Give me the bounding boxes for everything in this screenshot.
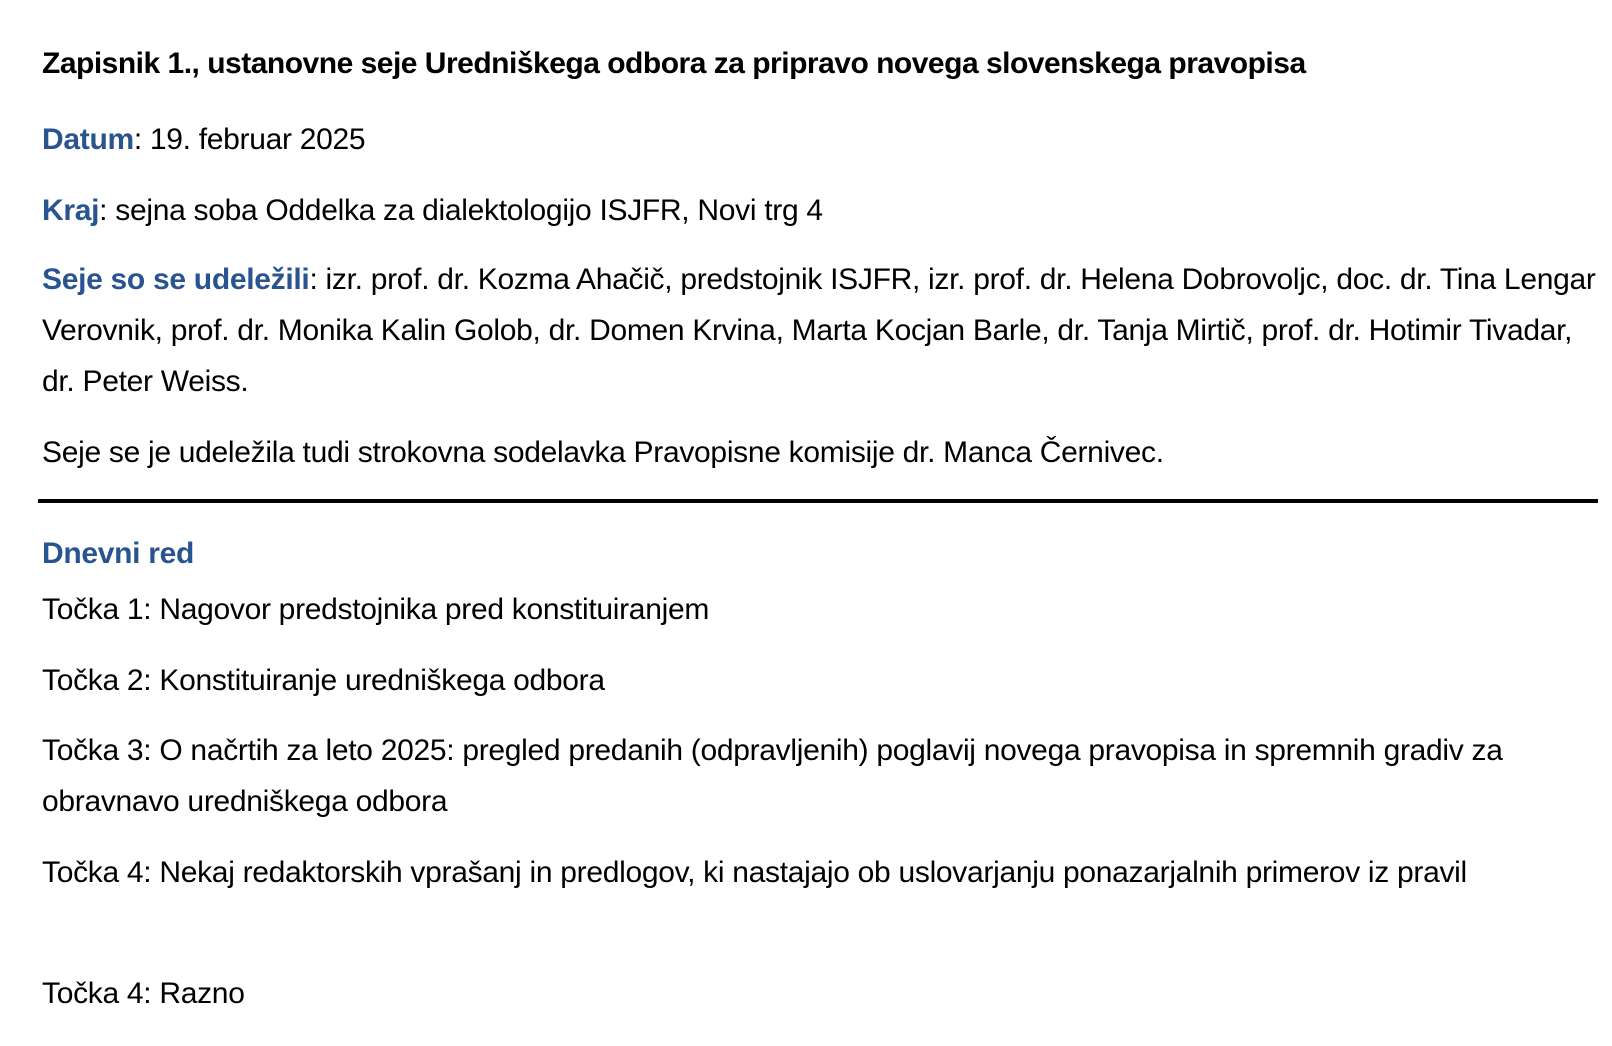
attendees-label: Seje so se udeležili — [42, 263, 310, 296]
date-line — [42, 114, 1598, 165]
place-label: Kraj — [42, 194, 100, 227]
attendees-value: : izr. prof. dr. Kozma Ahačič, predstojnik ISJFR, izr. prof. dr. Helena Dobrovoljc, doc. dr. Tina Lengar Verovnik, prof. dr. Monika Kalin Golob, dr. Domen Krvina, Marta Kocjan Barle, dr. Tanja Mirtič, prof. dr. Hotimir Tivadar, dr. Peter Weiss. — [42, 263, 1596, 398]
place-line — [42, 185, 1598, 236]
document-title: Zapisnik 1., ustanovne seje Uredniškega odbora za pripravo novega slovenskega pravopisa — [42, 47, 1306, 80]
agenda-item: Točka 3: O načrtih za leto 2025: pregled predanih (odpravljenih) poglavij novega pravopisa in spremnih gradiv za obravnavo uredniškega odbora — [42, 734, 1503, 818]
attendees-paragraph — [42, 254, 1598, 407]
date-value: : 19. februar 2025 — [133, 123, 366, 156]
date-label: Datum — [42, 123, 134, 156]
section-divider — [38, 499, 1598, 503]
agenda-heading: Dnevni red — [42, 537, 195, 570]
extra-attendee: Seje se je udeležila tudi strokovna sodelavka Pravopisne komisije dr. Manca Černivec. — [42, 436, 1164, 469]
agenda-item: Točka 1: Nagovor predstojnika pred konstituiranjem — [42, 593, 710, 626]
place-value: : sejna soba Oddelka za dialektologijo ISJFR, Novi trg 4 — [99, 194, 823, 227]
agenda-item: Točka 2: Konstituiranje uredniškega odbora — [42, 664, 605, 697]
agenda-item: Točka 4: Nekaj redaktorskih vprašanj in predlogov, ki nastajajo ob uslovarjanju ponazarjalnih primerov iz pravil — [42, 856, 1467, 889]
agenda-item: Točka 4: Razno — [42, 977, 245, 1010]
